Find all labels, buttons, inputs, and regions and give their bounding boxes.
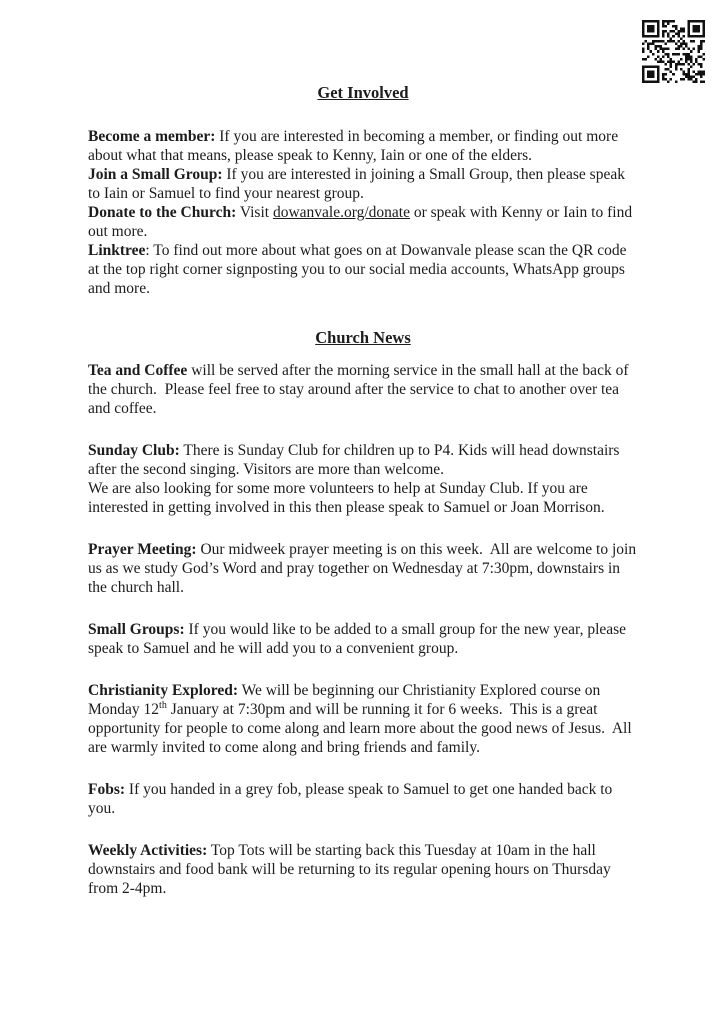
heading-get-involved: Get Involved	[317, 83, 409, 102]
text-run: January at 7:30pm and will be running it for 6 weeks. This is a great opportunity for people to come along and learn more about the good news of Jesus. All are warmly invited to come along and bring friends and family.	[88, 701, 636, 756]
text-run: Our midweek prayer meeting is on this week. All are welcome to join us as we study God’s Word and pray together on Wednesday at 7:30pm, downstairs in the church hall.	[88, 541, 640, 596]
bold-lead-in: Fobs:	[88, 781, 126, 798]
paragraph	[88, 841, 638, 898]
text-run: If you would like to be added to a small group for the new year, please speak to Samuel and he will add you to a convenient group.	[88, 621, 630, 657]
section-church-news	[88, 328, 638, 898]
bold-lead-in: Weekly Activities:	[88, 842, 208, 859]
text-run: or speak with Kenny or Iain to find out more.	[88, 204, 636, 240]
text-run: will be served after the morning service in the small hall at the back of the church. Please feel free to stay around after the service to chat to another over tea and coffee.	[88, 362, 633, 417]
donate-link[interactable]: dowanvale.org/donate	[272, 204, 410, 221]
text-run: If you handed in a grey fob, please speak to Samuel to get one handed back to you.	[88, 781, 617, 817]
paragraph	[88, 780, 638, 818]
superscript: th	[159, 699, 167, 711]
heading-church-news: Church News	[315, 328, 411, 347]
paragraph	[88, 127, 638, 165]
text-run: Top Tots will be starting back this Tuesday at 10am in the hall downstairs and food bank will be returning to its regular opening hours on Thursday from 2-4pm.	[88, 842, 615, 897]
paragraph	[88, 241, 638, 298]
bold-lead-in: Christianity Explored:	[88, 682, 238, 699]
paragraph	[88, 203, 638, 241]
paragraph	[88, 681, 638, 757]
text-run: If you are interested in becoming a member, or finding out more about what that means, please speak to Kenny, Iain or one of the elders.	[88, 128, 622, 164]
bold-lead-in: Sunday Club:	[88, 442, 180, 459]
text-run: There is Sunday Club for children up to P4. Kids will head downstairs after the second singing. Visitors are more than welcome.	[88, 442, 624, 478]
bold-lead-in: Tea and Coffee	[88, 362, 188, 379]
text-run: We are also looking for some more volunteers to help at Sunday Club. If you are interested in getting involved in this then please speak to Samuel or Joan Morrison.	[88, 480, 605, 516]
bold-lead-in: Small Groups:	[88, 621, 185, 638]
section-get-involved	[88, 83, 638, 298]
linktree-qr-code	[642, 20, 705, 83]
text-run: : To find out more about what goes on at Dowanvale please scan the QR code at the top right corner signposting you to our social media accounts, WhatsApp groups and more.	[88, 242, 631, 297]
qr-code-graphic	[642, 20, 705, 83]
text-run: If you are interested in joining a Small Group, then please speak to Iain or Samuel to find your nearest group.	[88, 166, 629, 202]
paragraph	[88, 441, 638, 517]
bold-lead-in: Prayer Meeting:	[88, 541, 197, 558]
text-run: Visit	[236, 204, 273, 221]
bold-lead-in: Donate to the Church:	[88, 204, 237, 221]
paragraph	[88, 540, 638, 597]
bold-lead-in: Join a Small Group:	[88, 166, 223, 183]
newsletter-content	[88, 83, 638, 898]
bold-lead-in: Linktree	[88, 242, 146, 259]
text-run: We will be beginning our Christianity Explored course on Monday 12	[88, 682, 605, 718]
paragraph	[88, 165, 638, 203]
bold-lead-in: Become a member:	[88, 128, 216, 145]
paragraph	[88, 361, 638, 418]
paragraph	[88, 620, 638, 658]
